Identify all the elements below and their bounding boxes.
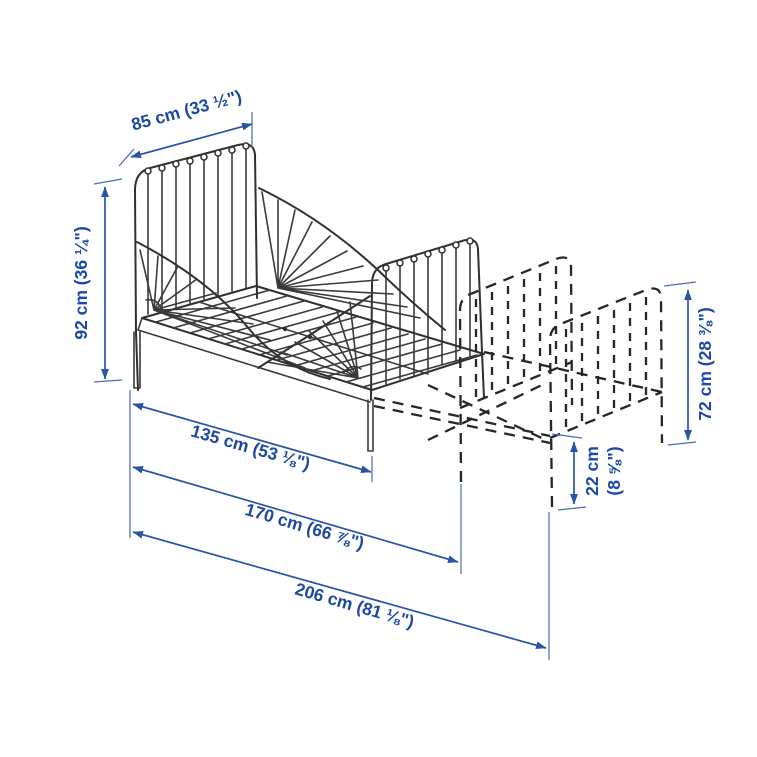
extension-panel-mid <box>460 258 572 482</box>
length-max-label: 206 cm (81 ⅛") <box>292 578 417 632</box>
dimension-extension-height <box>664 282 715 445</box>
leg-clearance-inches-label: (8 ⅝") <box>604 446 624 496</box>
headboard <box>134 143 257 390</box>
leg-clearance-value-label: 22 cm <box>582 446 602 496</box>
headboard-height-label: 92 cm (36 ¼") <box>71 226 91 340</box>
extension-rails-dashed <box>374 352 662 443</box>
headboard-knobs <box>145 143 249 174</box>
footboard <box>368 238 484 451</box>
extension-height-label: 72 cm (28 ⅜") <box>695 307 715 421</box>
length-mid-label: 170 cm (66 ⅞") <box>242 499 367 554</box>
dimension-length-min <box>133 404 372 482</box>
dimension-leg-clearance <box>552 434 624 510</box>
guard-rail-front-right <box>258 296 370 378</box>
dimension-length-mid <box>133 467 461 574</box>
dimension-headboard-height <box>71 179 122 382</box>
length-min-label: 135 cm (53 ⅛") <box>188 420 313 474</box>
bed-width-label: 85 cm (33 ½") <box>129 85 244 135</box>
